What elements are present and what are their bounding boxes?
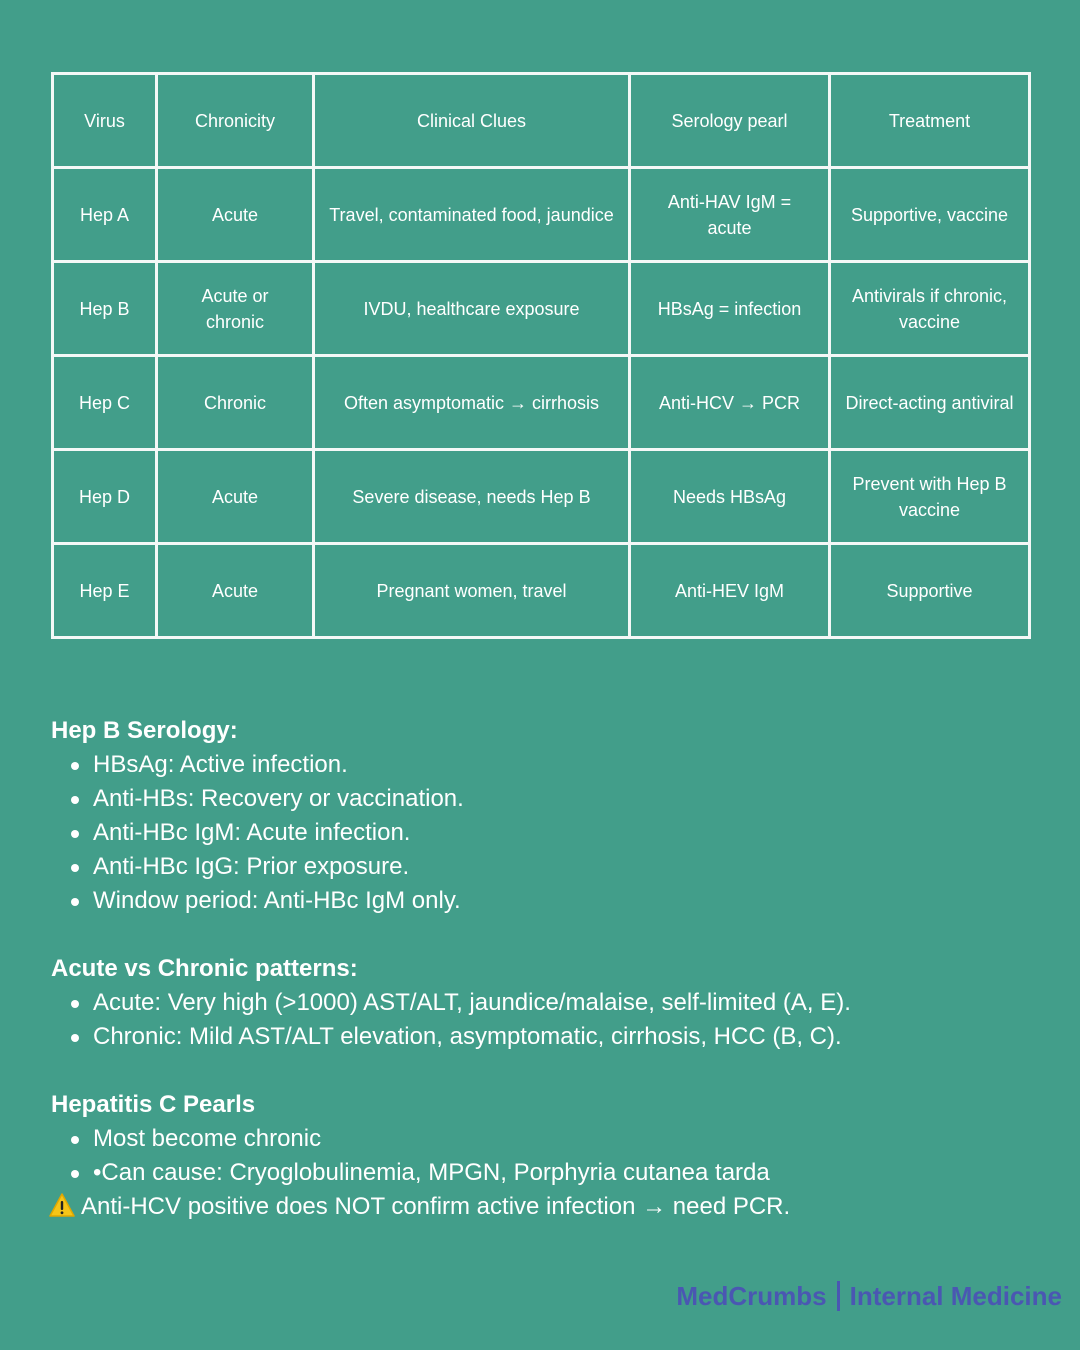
table-row <box>53 356 1030 450</box>
list-item: Anti-HBc IgM: Acute infection. <box>51 816 464 850</box>
table-cell: Supportive, vaccine <box>830 168 1030 262</box>
list-item: HBsAg: Active infection. <box>51 748 464 782</box>
table-cell: Supportive <box>830 544 1030 638</box>
column-header: Serology pearl <box>630 74 830 168</box>
acute-chronic-section <box>51 952 851 1054</box>
table-cell: Pregnant women, travel <box>314 544 630 638</box>
hepatitis-c-list <box>51 1122 790 1190</box>
table-row <box>53 450 1030 544</box>
brand-name: MedCrumbs <box>676 1281 827 1311</box>
table-cell: Hep A <box>53 168 157 262</box>
column-header: Clinical Clues <box>314 74 630 168</box>
table-cell: Chronic <box>157 356 314 450</box>
warning-text: Anti-HCV positive does NOT confirm active infection → need PCR. <box>81 1193 791 1220</box>
brand-footer <box>676 1281 1062 1312</box>
table-cell: Acute <box>157 450 314 544</box>
table-cell: Prevent with Hep B vaccine <box>830 450 1030 544</box>
hepatitis-table <box>51 72 1031 639</box>
table-cell: Acute <box>157 544 314 638</box>
table-row <box>53 168 1030 262</box>
acute-chronic-heading: Acute vs Chronic patterns: <box>51 955 358 982</box>
list-item: Most become chronic <box>51 1122 790 1156</box>
hep-b-serology-heading: Hep B Serology: <box>51 717 238 744</box>
hep-b-serology-section <box>51 714 464 918</box>
list-item: Acute: Very high (>1000) AST/ALT, jaundice/malaise, self-limited (A, E). <box>51 986 851 1020</box>
acute-chronic-list <box>51 986 851 1054</box>
table-cell: Direct-acting antiviral <box>830 356 1030 450</box>
hepatitis-c-heading: Hepatitis C Pearls <box>51 1091 256 1118</box>
hepatitis-c-section <box>51 1088 790 1224</box>
list-item: Anti-HBs: Recovery or vaccination. <box>51 782 464 816</box>
table-cell: Antivirals if chronic, vaccine <box>830 262 1030 356</box>
list-item: Chronic: Mild AST/ALT elevation, asymptomatic, cirrhosis, HCC (B, C). <box>51 1020 851 1054</box>
table-cell: Hep E <box>53 544 157 638</box>
table-cell: IVDU, healthcare exposure <box>314 262 630 356</box>
table-cell: Often asymptomatic → cirrhosis <box>314 356 630 450</box>
warning-icon <box>49 1193 75 1217</box>
table-header-row <box>53 74 1030 168</box>
table-cell: Acute or chronic <box>157 262 314 356</box>
warning-note <box>49 1190 790 1224</box>
table-cell: Hep D <box>53 450 157 544</box>
table-cell: Hep B <box>53 262 157 356</box>
column-header: Treatment <box>830 74 1030 168</box>
table-cell: HBsAg = infection <box>630 262 830 356</box>
table-cell: Anti-HEV IgM <box>630 544 830 638</box>
table-cell: Anti-HAV IgM = acute <box>630 168 830 262</box>
table-cell: Anti-HCV → PCR <box>630 356 830 450</box>
table-row <box>53 544 1030 638</box>
list-item: •Can cause: Cryoglobulinemia, MPGN, Porphyria cutanea tarda <box>51 1156 790 1190</box>
table-cell: Travel, contaminated food, jaundice <box>314 168 630 262</box>
table-cell: Needs HBsAg <box>630 450 830 544</box>
table-row <box>53 262 1030 356</box>
table-cell: Severe disease, needs Hep B <box>314 450 630 544</box>
table-cell: Acute <box>157 168 314 262</box>
column-header: Chronicity <box>157 74 314 168</box>
table-cell: Hep C <box>53 356 157 450</box>
brand-section: Internal Medicine <box>849 1281 1062 1311</box>
brand-separator <box>837 1281 840 1311</box>
list-item: Window period: Anti-HBc IgM only. <box>51 884 464 918</box>
hep-b-serology-list <box>51 748 464 918</box>
list-item: Anti-HBc IgG: Prior exposure. <box>51 850 464 884</box>
column-header: Virus <box>53 74 157 168</box>
